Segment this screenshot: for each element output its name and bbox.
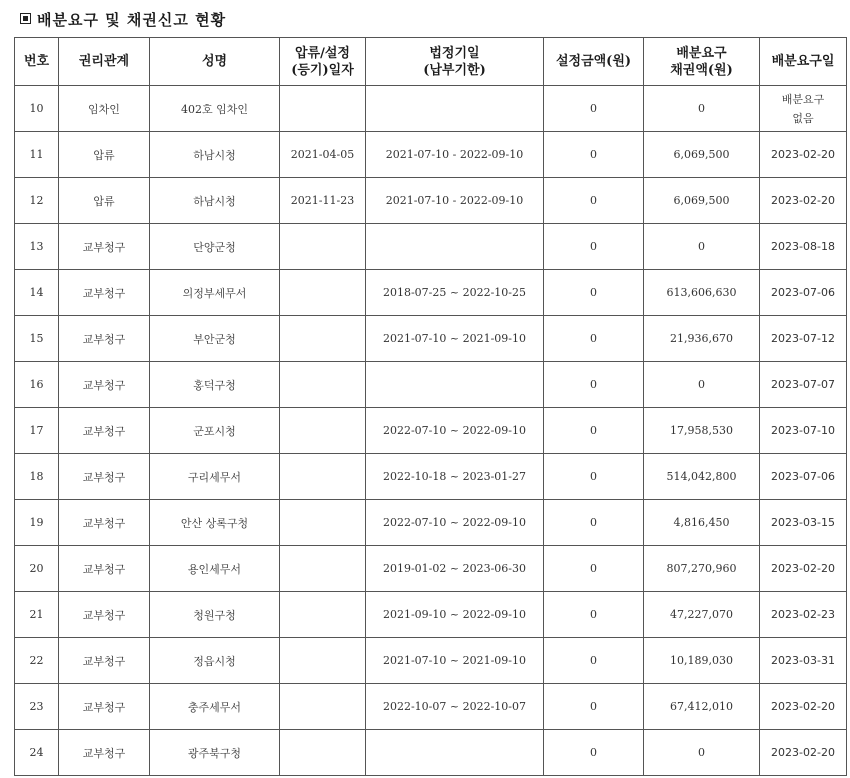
cell-relation: 압류: [59, 132, 150, 178]
cell-legal-date: [366, 86, 544, 132]
cell-setting-amount: 0: [544, 500, 644, 546]
cell-name: 하남시청: [150, 132, 280, 178]
cell-no: 17: [15, 408, 59, 454]
cell-legal-date: [366, 362, 544, 408]
cell-seizure-date: [280, 224, 366, 270]
cell-name: 광주북구청: [150, 730, 280, 776]
cell-request-date: 2023-02-20: [760, 178, 847, 224]
table-row: [15, 224, 847, 270]
cell-setting-amount: 0: [544, 86, 644, 132]
table-row: [15, 638, 847, 684]
cell-legal-date: 2021-07-10 ~ 2021-09-10: [366, 638, 544, 684]
cell-request-date: 2023-07-06: [760, 454, 847, 500]
cell-request-date: 2023-07-07: [760, 362, 847, 408]
cell-setting-amount: 0: [544, 684, 644, 730]
cell-name: 부안군청: [150, 316, 280, 362]
cell-legal-date: 2022-07-10 ~ 2022-09-10: [366, 408, 544, 454]
cell-claim-amount: 10,189,030: [644, 638, 760, 684]
cell-setting-amount: 0: [544, 132, 644, 178]
cell-relation: 교부청구: [59, 500, 150, 546]
col-header-legal-date: 법정기일 (납부기한): [366, 38, 544, 86]
cell-name: 의정부세무서: [150, 270, 280, 316]
cell-name: 정읍시청: [150, 638, 280, 684]
cell-legal-date: 2021-07-10 - 2022-09-10: [366, 178, 544, 224]
cell-no: 20: [15, 546, 59, 592]
cell-relation: 교부청구: [59, 730, 150, 776]
cell-legal-date: 2022-10-07 ~ 2022-10-07: [366, 684, 544, 730]
cell-seizure-date: [280, 500, 366, 546]
cell-relation: 교부청구: [59, 592, 150, 638]
table-row: [15, 86, 847, 132]
cell-name: 용인세무서: [150, 546, 280, 592]
cell-no: 14: [15, 270, 59, 316]
cell-seizure-date: [280, 546, 366, 592]
section-heading: [20, 9, 226, 30]
cell-request-date: 2023-08-18: [760, 224, 847, 270]
cell-request-date: 2023-02-20: [760, 684, 847, 730]
cell-seizure-date: [280, 408, 366, 454]
cell-claim-amount: 6,069,500: [644, 178, 760, 224]
cell-relation: 교부청구: [59, 684, 150, 730]
cell-name: 402호 임차인: [150, 86, 280, 132]
cell-seizure-date: [280, 454, 366, 500]
cell-legal-date: 2021-07-10 - 2022-09-10: [366, 132, 544, 178]
col-header-relation: 권리관계: [59, 38, 150, 86]
cell-seizure-date: 2021-04-05: [280, 132, 366, 178]
cell-request-date: 2023-02-20: [760, 546, 847, 592]
cell-no: 22: [15, 638, 59, 684]
cell-seizure-date: [280, 86, 366, 132]
cell-relation: 교부청구: [59, 454, 150, 500]
cell-setting-amount: 0: [544, 730, 644, 776]
cell-no: 13: [15, 224, 59, 270]
cell-claim-amount: 0: [644, 362, 760, 408]
cell-claim-amount: 613,606,630: [644, 270, 760, 316]
cell-claim-amount: 67,412,010: [644, 684, 760, 730]
table-row: [15, 316, 847, 362]
table-row: [15, 592, 847, 638]
cell-request-date: 2023-02-20: [760, 132, 847, 178]
header-row: [15, 38, 847, 86]
table-row: [15, 730, 847, 776]
cell-setting-amount: 0: [544, 592, 644, 638]
cell-claim-amount: 6,069,500: [644, 132, 760, 178]
table-row: [15, 270, 847, 316]
cell-claim-amount: 807,270,960: [644, 546, 760, 592]
cell-claim-amount: 17,958,530: [644, 408, 760, 454]
col-header-seizure-date: 압류/설정 (등기)일자: [280, 38, 366, 86]
cell-legal-date: [366, 224, 544, 270]
cell-request-date: 2023-02-20: [760, 730, 847, 776]
square-bullet-icon: [20, 13, 31, 24]
table-row: [15, 500, 847, 546]
cell-legal-date: 2019-01-02 ~ 2023-06-30: [366, 546, 544, 592]
col-header-setting-amount: 설정금액(원): [544, 38, 644, 86]
cell-relation: 압류: [59, 178, 150, 224]
cell-setting-amount: 0: [544, 362, 644, 408]
cell-request-date: 2023-03-15: [760, 500, 847, 546]
cell-claim-amount: 0: [644, 730, 760, 776]
cell-name: 군포시청: [150, 408, 280, 454]
cell-claim-amount: 514,042,800: [644, 454, 760, 500]
table-row: [15, 454, 847, 500]
table-row: [15, 684, 847, 730]
cell-seizure-date: [280, 270, 366, 316]
cell-name: 하남시청: [150, 178, 280, 224]
cell-claim-amount: 0: [644, 86, 760, 132]
cell-legal-date: 2021-09-10 ~ 2022-09-10: [366, 592, 544, 638]
cell-seizure-date: [280, 362, 366, 408]
table-row: [15, 546, 847, 592]
cell-relation: 교부청구: [59, 408, 150, 454]
cell-seizure-date: [280, 592, 366, 638]
cell-seizure-date: [280, 316, 366, 362]
cell-no: 19: [15, 500, 59, 546]
cell-relation: 교부청구: [59, 546, 150, 592]
section-title: 배분요구 및 채권신고 현황: [37, 11, 227, 29]
cell-claim-amount: 4,816,450: [644, 500, 760, 546]
cell-seizure-date: [280, 730, 366, 776]
table-row: [15, 178, 847, 224]
cell-setting-amount: 0: [544, 270, 644, 316]
cell-setting-amount: 0: [544, 224, 644, 270]
cell-legal-date: 2022-07-10 ~ 2022-09-10: [366, 500, 544, 546]
cell-setting-amount: 0: [544, 316, 644, 362]
cell-setting-amount: 0: [544, 408, 644, 454]
cell-no: 18: [15, 454, 59, 500]
cell-setting-amount: 0: [544, 454, 644, 500]
cell-request-date: 2023-07-06: [760, 270, 847, 316]
cell-legal-date: 2021-07-10 ~ 2021-09-10: [366, 316, 544, 362]
cell-relation: 교부청구: [59, 638, 150, 684]
cell-request-date: 2023-02-23: [760, 592, 847, 638]
cell-seizure-date: [280, 638, 366, 684]
cell-name: 구리세무서: [150, 454, 280, 500]
col-header-request-date: 배분요구일: [760, 38, 847, 86]
cell-relation: 교부청구: [59, 316, 150, 362]
cell-no: 21: [15, 592, 59, 638]
distribution-claims-table: [14, 37, 847, 776]
cell-setting-amount: 0: [544, 178, 644, 224]
cell-no: 16: [15, 362, 59, 408]
cell-request-date: 2023-07-10: [760, 408, 847, 454]
cell-name: 홍덕구청: [150, 362, 280, 408]
col-header-no: 번호: [15, 38, 59, 86]
cell-seizure-date: 2021-11-23: [280, 178, 366, 224]
cell-no: 15: [15, 316, 59, 362]
cell-request-date: 2023-07-12: [760, 316, 847, 362]
cell-request-date: 2023-03-31: [760, 638, 847, 684]
cell-claim-amount: 21,936,670: [644, 316, 760, 362]
cell-no: 12: [15, 178, 59, 224]
cell-relation: 임차인: [59, 86, 150, 132]
cell-name: 청원구청: [150, 592, 280, 638]
cell-claim-amount: 47,227,070: [644, 592, 760, 638]
col-header-claim-amount: 배분요구 채권액(원): [644, 38, 760, 86]
cell-no: 11: [15, 132, 59, 178]
cell-request-date: 배분요구 없음: [760, 86, 847, 132]
cell-name: 충주세무서: [150, 684, 280, 730]
cell-setting-amount: 0: [544, 638, 644, 684]
cell-legal-date: [366, 730, 544, 776]
cell-no: 10: [15, 86, 59, 132]
table-row: [15, 362, 847, 408]
cell-no: 23: [15, 684, 59, 730]
cell-relation: 교부청구: [59, 362, 150, 408]
cell-name: 안산 상록구청: [150, 500, 280, 546]
cell-seizure-date: [280, 684, 366, 730]
cell-name: 단양군청: [150, 224, 280, 270]
table-row: [15, 132, 847, 178]
table-row: [15, 408, 847, 454]
cell-setting-amount: 0: [544, 546, 644, 592]
cell-legal-date: 2018-07-25 ~ 2022-10-25: [366, 270, 544, 316]
col-header-name: 성명: [150, 38, 280, 86]
cell-relation: 교부청구: [59, 224, 150, 270]
cell-legal-date: 2022-10-18 ~ 2023-01-27: [366, 454, 544, 500]
cell-relation: 교부청구: [59, 270, 150, 316]
cell-no: 24: [15, 730, 59, 776]
cell-claim-amount: 0: [644, 224, 760, 270]
